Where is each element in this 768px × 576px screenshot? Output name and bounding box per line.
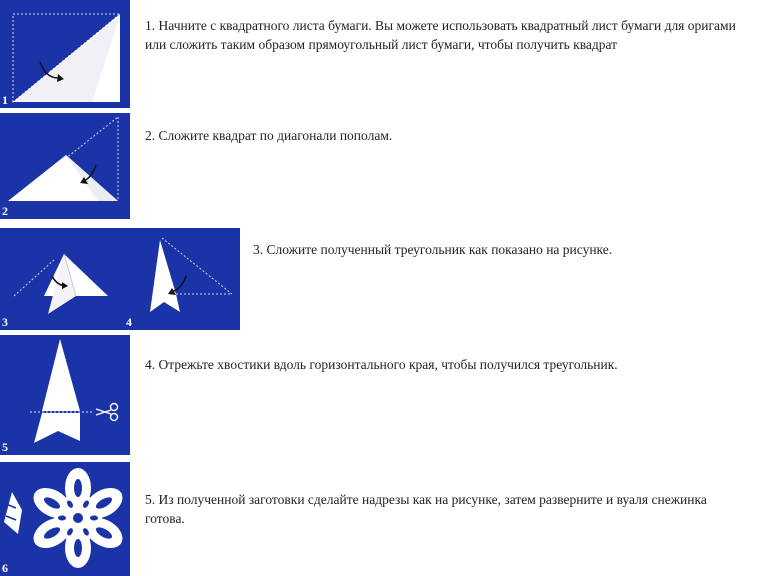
snowflake-icon — [28, 468, 128, 568]
step-number: 1 — [2, 93, 8, 107]
step-number: 2 — [2, 204, 8, 218]
illustration-step-5 — [0, 335, 130, 455]
triangle-fold-figure — [0, 228, 240, 330]
step-number: 3 — [2, 315, 8, 329]
half-fold-figure — [0, 113, 130, 219]
step-4-text: 4. Отрежьте хвостики вдоль горизонтального края, чтобы получился треугольник. — [145, 357, 618, 372]
step-number: 5 — [2, 440, 8, 454]
step-number: 6 — [2, 561, 8, 575]
step-number: 4 — [126, 315, 132, 329]
step-2-text: 2. Сложите квадрат по диагонали пополам. — [145, 128, 393, 143]
illustration-step-3-4 — [0, 228, 240, 330]
step-5-text: 5. Из полученной заготовки сделайте надрезы как на рисунке, затем разверните и вуаля снежинка готова. — [145, 492, 707, 526]
snowflake-figure — [0, 462, 130, 576]
step-3-text: 3. Сложите полученный треугольник как показано на рисунке. — [253, 242, 613, 257]
cut-triangle-figure — [0, 335, 130, 455]
illustration-step-2 — [0, 113, 130, 219]
square-paper-figure — [0, 0, 130, 108]
scissors-icon — [96, 404, 118, 421]
step-1-text: 1. Начните с квадратного листа бумаги. Вы можете использовать квадратный лист бумаги для оригами или сложить таким образом прямоугольный лист бумаги, чтобы получить квадрат — [145, 18, 736, 52]
illustration-step-1 — [0, 0, 130, 108]
illustration-step-6 — [0, 462, 130, 576]
